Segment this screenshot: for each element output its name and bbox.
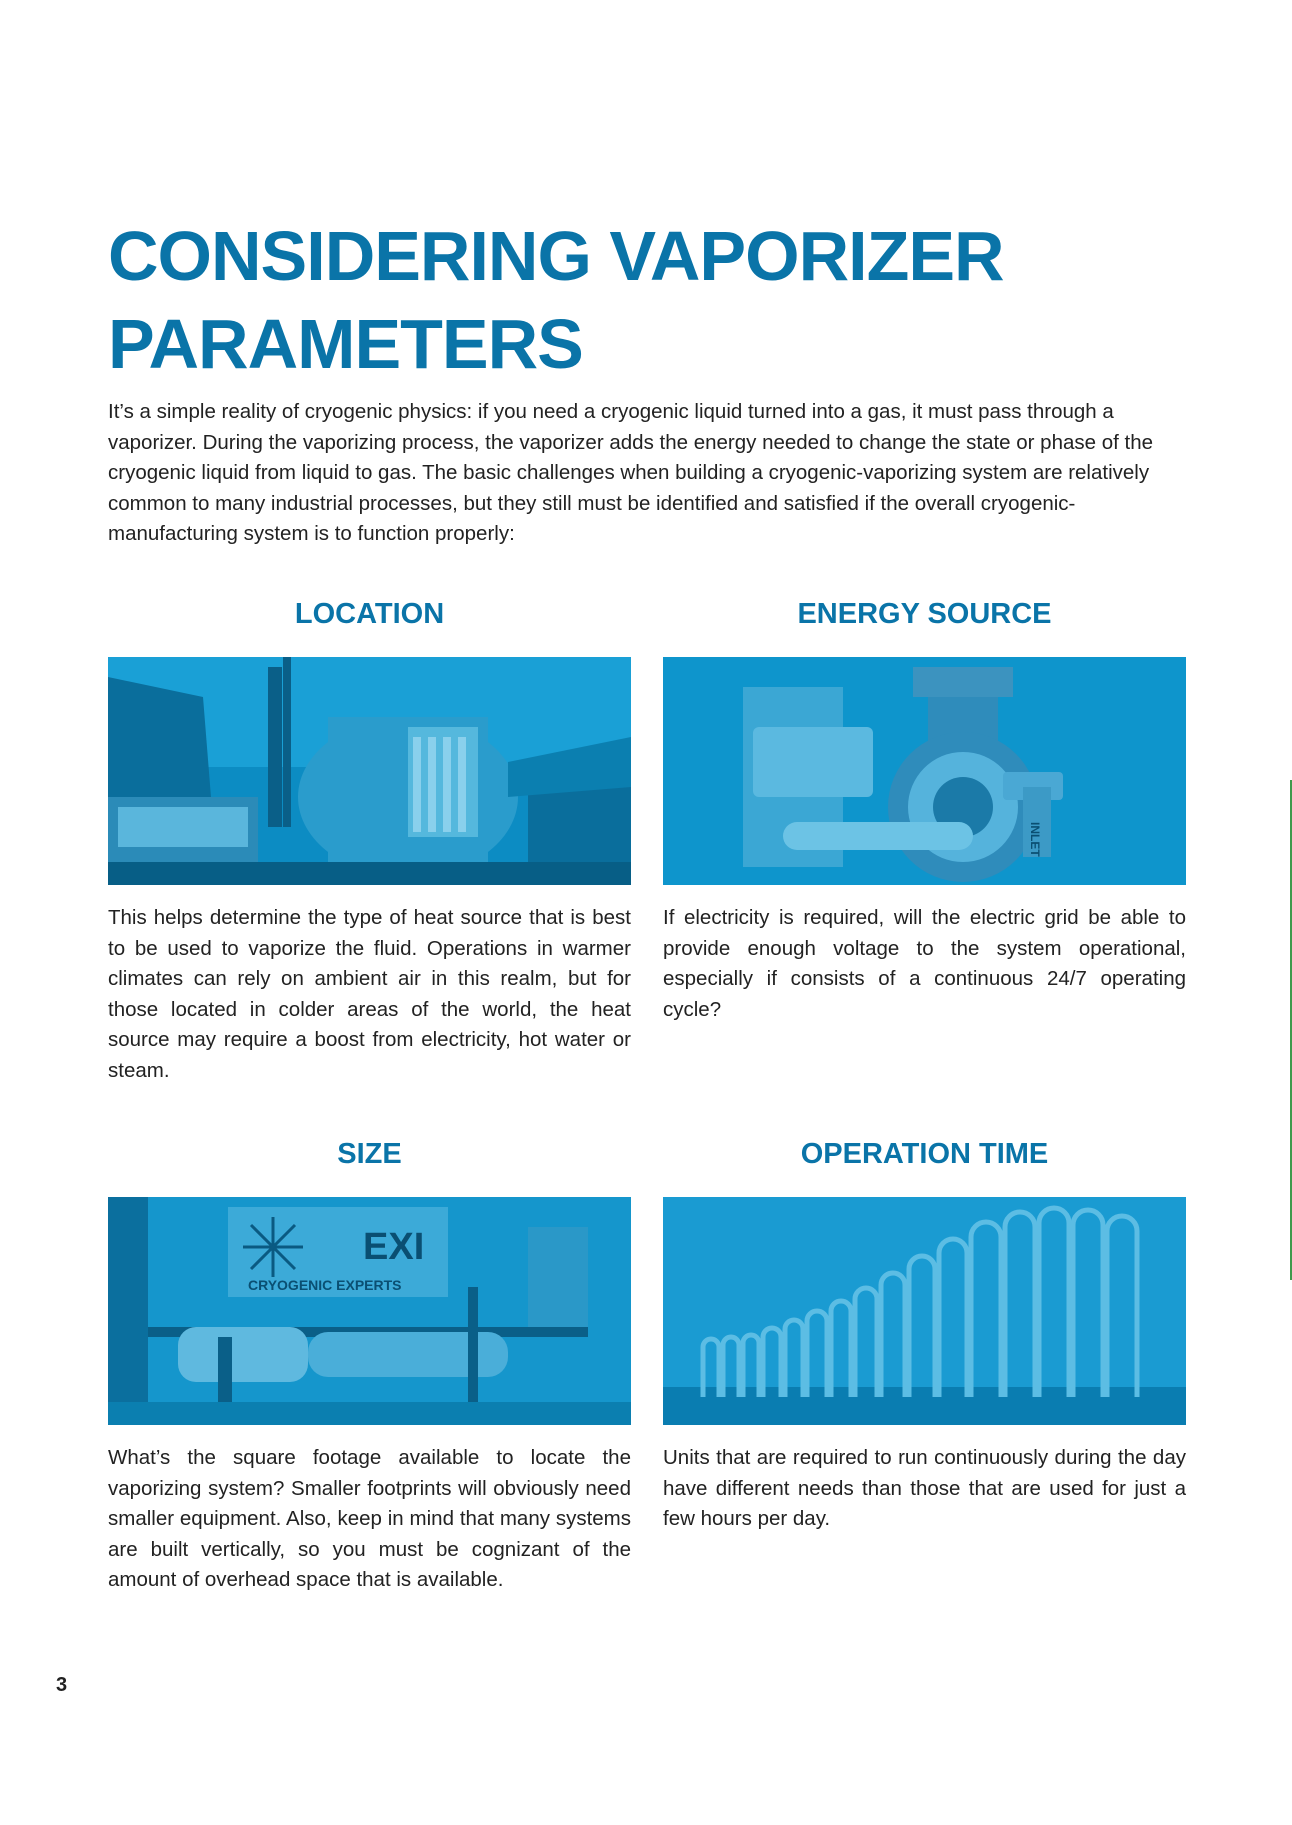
section-energy-source xyxy=(663,594,1186,1025)
location-photo xyxy=(108,657,631,885)
section-text: Units that are required to run continuously during the day have different needs than those that are used for just a few hours per day. xyxy=(663,1446,1186,1530)
title-line-1: CONSIDERING VAPORIZER xyxy=(108,217,1004,295)
logo-subtext: CRYOGENIC EXPERTS xyxy=(248,1277,402,1293)
inlet-label: INLET xyxy=(1028,822,1042,857)
operation-time-photo xyxy=(663,1197,1186,1425)
section-text: This helps determine the type of heat source that is best to be used to vaporize the fluid. Operations in warmer climates can rely on ambient air in this realm, but for those located in colder areas of the world, the heat source may require a boost from electricity, hot water or steam. xyxy=(108,906,631,1082)
section-heading: SIZE xyxy=(337,1138,402,1170)
page-number: 3 xyxy=(56,1674,68,1696)
section-size xyxy=(108,1134,631,1596)
title-line-2: PARAMETERS xyxy=(108,305,583,383)
section-location xyxy=(108,594,631,1086)
energy-source-photo xyxy=(663,657,1186,885)
page-title xyxy=(108,212,1108,388)
section-heading: LOCATION xyxy=(294,598,445,630)
section-operation-time xyxy=(663,1134,1186,1535)
section-heading: ENERGY SOURCE xyxy=(797,598,1052,630)
size-photo xyxy=(108,1197,631,1425)
intro-paragraph: It’s a simple reality of cryogenic physics: if you need a cryogenic liquid turned into a gas, it must pass through a vaporizer. During the vaporizing process, the vaporizer adds the energy needed to change the state or phase of the cryogenic liquid from liquid to gas. The basic challenges when building a cryogenic-vaporizing system are relatively common to many industrial processes, but they still must be identified and satisfied if the overall cryogenic-manufacturing system is to function properly: xyxy=(108,400,1154,545)
section-text: If electricity is required, will the electric grid be able to provide enough voltage to the system operational, especially if consists of a continuous 24/7 operating cycle? xyxy=(663,906,1186,1021)
section-heading: OPERATION TIME xyxy=(800,1138,1049,1170)
section-text: What’s the square footage available to locate the vaporizing system? Smaller footprints will obviously need smaller equipment. Also, keep in mind that many systems are built vertically, so you must be cognizant of the amount of overhead space that is available. xyxy=(108,1446,631,1591)
exi-logo: EXI xyxy=(363,1226,425,1268)
